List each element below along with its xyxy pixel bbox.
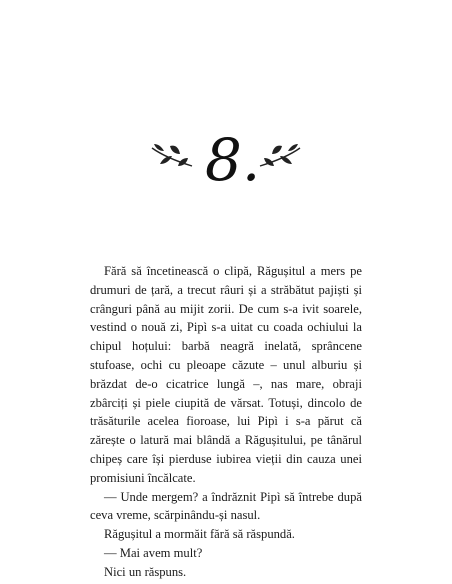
paragraph: — Mai avem mult? (104, 545, 203, 560)
leaf-sprig-left-icon (150, 142, 194, 170)
chapter-heading (0, 128, 452, 198)
paragraph: Nici un răspuns. (104, 564, 187, 579)
chapter-body-text (90, 262, 362, 582)
paragraph: — Unde mergem? a îndrăznit Pipì să întrebe după ceva vreme, scărpinându-și nasul. (90, 489, 362, 523)
chapter-number: 8. (205, 126, 261, 194)
paragraph: Fără să încetinească o clipă, Răgușitul a mers pe drumuri de țară, a trecut râuri și a străbătut pajiști și crânguri până au mijit zorii. De cum s-a ivit soarele, vestind o nouă zi, Pipì s-a uitat cu coada ochiului la chipul hoțului: barbă neagră inelată, sprâncene stufoase, ochi cu pleoape căzute – unul alburiu și brăzdat de-o cicatrice lungă –, nas mare, obraji zbârciți și piele ciupită de vărsat. Totuși, dincolo de trăsăturile acelea fioroase, lui Pipì i s-a părut că zărește o latură mai blândă a Răgușitului, pe tânărul chipeș care își pierduse iubirea vieții din cauza unei promisiuni încălcate. (90, 264, 362, 485)
leaf-sprig-right-icon (258, 142, 302, 170)
paragraph: Răgușitul a mormăit fără să răspundă. (104, 527, 295, 542)
